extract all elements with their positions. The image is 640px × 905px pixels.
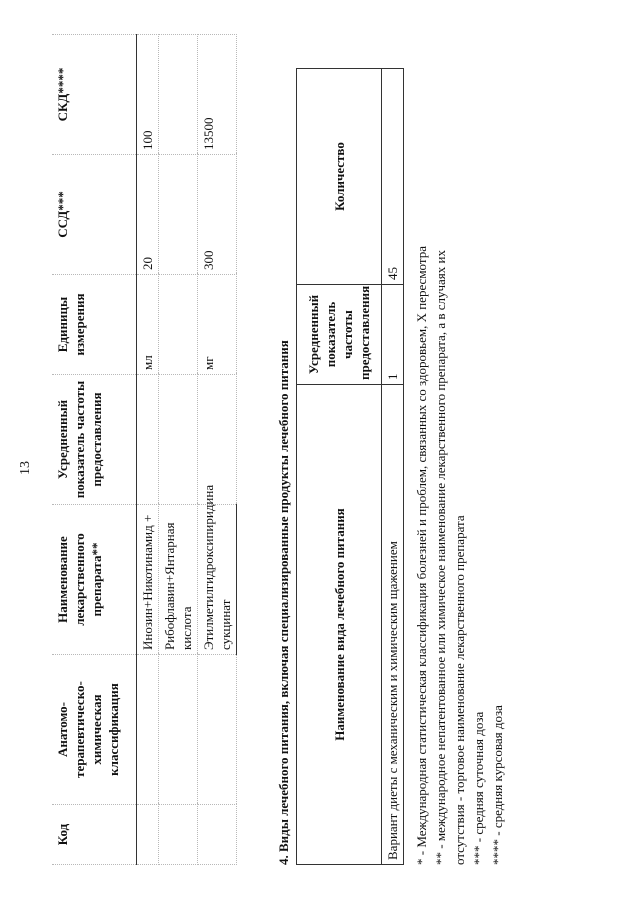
section-title: 4. Виды лечебного питания, включая специализированные продукты лечебного питания [276,340,291,865]
cell-quantity: 45 [382,69,404,285]
header-quantity: Количество [297,69,382,285]
cell-diet-frequency: 1 [382,285,404,385]
cell-frequency [159,375,198,505]
cell-atc [159,655,198,805]
cell-atc [198,655,237,805]
medicines-table [52,34,237,865]
cell-sdd: 300 [198,155,237,275]
cell-skd: 100 [137,35,159,155]
header-code: Код [52,805,137,865]
header-diet-name: Наименование вида лечебного питания [297,385,382,865]
header-diet-frequency: Усредненный показатель частоты предоставления [297,285,382,385]
cell-unit: мг [198,275,237,375]
cell-code [159,805,198,865]
table-row [137,35,159,865]
header-drug-name: Наименование лекарственного препарата** [52,505,137,655]
medicines-table-header [52,35,137,865]
diet-table-header [297,69,382,865]
cell-drug-name: Этилметилгидроксипиридина сукцинат [198,505,237,655]
cell-code [198,805,237,865]
footnote: **** - средняя курсовая доза [490,705,505,865]
cell-unit: мл [137,275,159,375]
header-skd: СКД**** [52,35,137,155]
cell-sdd [159,155,198,275]
cell-drug-name: Рибофлавин+Янтарная кислота [159,505,198,655]
footnote: *** - средняя суточная доза [471,711,486,865]
cell-atc [137,655,159,805]
footnote: отсутствия - торговое наименование лекарственного препарата [452,515,467,865]
cell-diet-name: Вариант диеты с механическим и химическим щажением [382,385,404,865]
table-row [159,35,198,865]
footnotes [412,35,507,865]
cell-sdd: 20 [137,155,159,275]
header-sdd: ССД*** [52,155,137,275]
header-unit: Единицы измерения [52,275,137,375]
cell-drug-name: Инозин+Никотинамид + [137,505,159,655]
table-row [198,35,237,865]
footnote: * - Международная статистическая классификация болезней и проблем, связанных со здоровьем, X пересмотра [414,246,429,865]
cell-frequency [137,375,159,505]
diet-table [296,68,404,865]
cell-code [137,805,159,865]
cell-skd: 13500 [198,35,237,155]
table-row [382,69,404,865]
footnote: ** - международное непатентованное или химическое наименование лекарственного препарата, а в случаях их [433,250,448,865]
header-atc: Анатомо-терапевтическо-химическая классификация [52,655,137,805]
header-frequency: Усредненный показатель частоты предоставления [52,375,137,505]
page-number: 13 [18,461,33,475]
cell-unit [159,275,198,375]
cell-skd [159,35,198,155]
